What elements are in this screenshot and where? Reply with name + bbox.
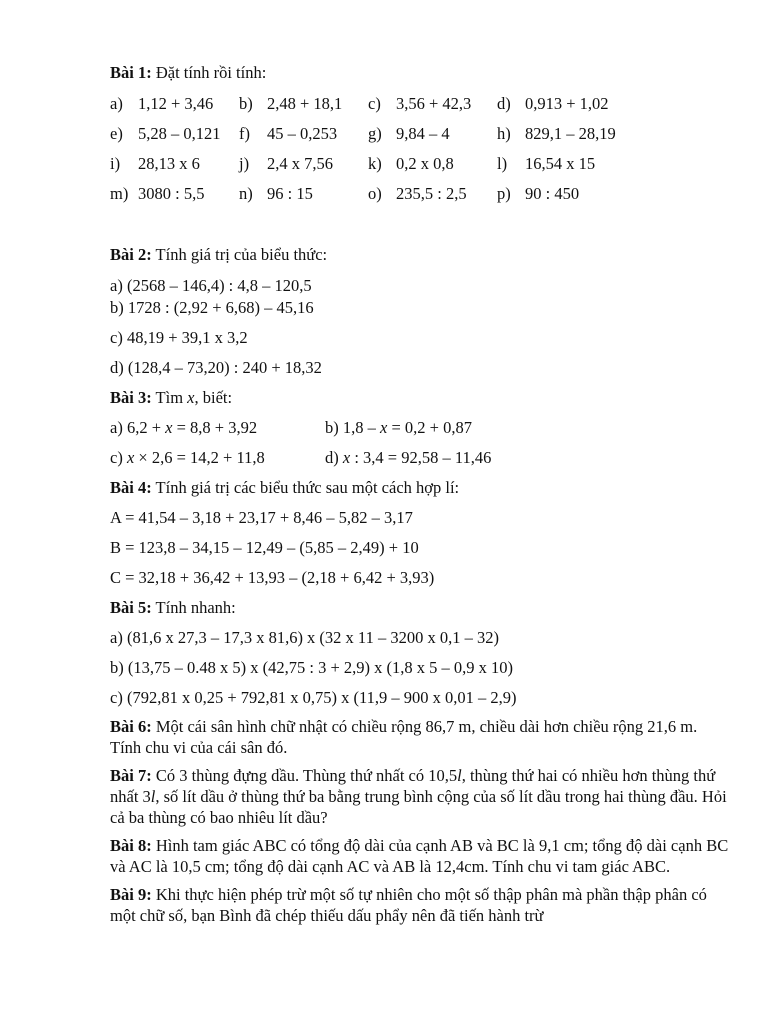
item-expression: 16,54 x 15: [525, 154, 596, 173]
bai1-text: Đặt tính rồi tính:: [151, 63, 267, 82]
bai1-item: [110, 124, 239, 144]
bai8-label: Bài 8:: [110, 836, 152, 855]
bai1-item: [368, 124, 497, 144]
item-label: i): [110, 154, 121, 173]
item-label: h): [497, 124, 511, 143]
bai3-item-c: [110, 447, 325, 469]
bai7-paragraph: [110, 765, 730, 828]
bai5-heading: [110, 597, 730, 619]
expr-part: b) 1,8 –: [325, 418, 380, 437]
bai1-item: [110, 94, 239, 114]
item-expression: 45 – 0,253: [267, 124, 338, 143]
bai1-item: [239, 124, 368, 144]
item-expression: 96 : 15: [267, 184, 313, 203]
bai1-item: [110, 154, 239, 174]
variable-x: x: [187, 388, 195, 407]
item-label: k): [368, 154, 382, 173]
bai9-label: Bài 9:: [110, 885, 152, 904]
bai5-item-b: b) (13,75 – 0.48 x 5) x (42,75 : 3 + 2,9) x (1,8 x 5 – 0,9 x 10): [110, 658, 513, 677]
bai5-item-a: a) (81,6 x 27,3 – 17,3 x 81,6) x (32 x 11 – 3200 x 0,1 – 32): [110, 628, 499, 647]
bai3-label: Bài 3:: [110, 388, 152, 407]
item-expression: 235,5 : 2,5: [396, 184, 467, 203]
unit-liter: l: [457, 766, 462, 785]
item-expression: 3,56 + 42,3: [396, 94, 472, 113]
item-label: g): [368, 124, 382, 143]
item-label: n): [239, 184, 253, 203]
expr-part: a) 6,2 +: [110, 418, 166, 437]
bai3-heading: [110, 387, 730, 409]
item-label: l): [497, 154, 508, 173]
bai3-text-after: , biết:: [194, 388, 233, 407]
expr-part: × 2,6 = 14,2 + 11,8: [134, 448, 265, 467]
bai7-label: Bài 7:: [110, 766, 152, 785]
bai5-text: Tính nhanh:: [151, 598, 236, 617]
item-expression: 829,1 – 28,19: [525, 124, 616, 143]
worksheet-page: [110, 62, 730, 926]
bai2-text: Tính giá trị của biểu thức:: [151, 245, 328, 264]
item-expression: 0,913 + 1,02: [525, 94, 609, 113]
bai8-paragraph: [110, 835, 730, 877]
bai1-item: [110, 184, 239, 204]
bai2-item-d: d) (128,4 – 73,20) : 240 + 18,32: [110, 358, 322, 377]
bai1-item: [497, 154, 626, 174]
item-expression: 2,48 + 18,1: [267, 94, 343, 113]
bai9-paragraph: [110, 884, 730, 926]
variable-x: x: [165, 418, 173, 437]
item-label: p): [497, 184, 511, 203]
item-expression: 0,2 x 0,8: [396, 154, 454, 173]
item-expression: 1,12 + 3,46: [138, 94, 214, 113]
bai2-item-a: a) (2568 – 146,4) : 4,8 – 120,5: [110, 276, 312, 295]
bai2-item-c: c) 48,19 + 39,1 x 3,2: [110, 328, 248, 347]
bai3-item-b: [325, 417, 472, 439]
bai9-text: Khi thực hiện phép trừ một số tự nhiên cho một số thập phân mà phần thập phân có một chữ số, bạn Bình đã chép thiếu dấu phẩy nên đã tiến hành trừ: [110, 885, 707, 925]
bai1-row: [110, 119, 730, 149]
bai3-text-before: Tìm: [151, 388, 188, 407]
variable-x: x: [126, 448, 135, 467]
item-label: o): [368, 184, 382, 203]
item-label: f): [239, 124, 250, 143]
expr-part: = 8,8 + 3,92: [172, 418, 258, 437]
bai1-item: [239, 94, 368, 114]
bai3-row-2: [110, 447, 730, 469]
unit-liter: l: [150, 787, 156, 806]
item-expression: 9,84 – 4: [396, 124, 450, 143]
item-label: a): [110, 94, 123, 113]
bai1-item: [368, 154, 497, 174]
variable-x: x: [380, 418, 388, 437]
item-label: m): [110, 184, 129, 203]
bai5-label: Bài 5:: [110, 598, 152, 617]
item-expression: 3080 : 5,5: [138, 184, 205, 203]
bai7-text-3: , số lít dầu ở thùng thứ ba bằng trung bình cộng của số lít dầu trong hai thùng đầu. Hỏi cả ba thùng có bao nhiêu lít dầu?: [110, 787, 727, 827]
expr-part: = 0,2 + 0,87: [387, 418, 472, 437]
bai2-label: Bài 2:: [110, 245, 152, 264]
expr-part: c): [110, 448, 127, 467]
item-label: b): [239, 94, 253, 113]
bai3-item-a: [110, 417, 325, 439]
item-label: c): [368, 94, 381, 113]
bai1-item: [368, 94, 497, 114]
item-label: e): [110, 124, 123, 143]
bai1-item: [497, 94, 626, 114]
bai1-item: [497, 124, 626, 144]
bai4-item-c: C = 32,18 + 36,42 + 13,93 – (2,18 + 6,42 + 3,93): [110, 568, 435, 587]
expr-part: d): [325, 448, 343, 467]
item-expression: 2,4 x 7,56: [267, 154, 333, 173]
bai8-text: Hình tam giác ABC có tổng độ dài của cạnh AB và BC là 9,1 cm; tổng độ dài cạnh BC và AC là 10,5 cm; tổng độ dài cạnh AC và AB là 12,4cm. Tính chu vi tam giác ABC.: [110, 836, 729, 876]
bai1-label: Bài 1:: [110, 63, 152, 82]
bai4-heading: [110, 477, 730, 499]
bai7-text-2: , thùng thứ hai có nhiều hơn thùng thứ nhất 3: [110, 766, 716, 806]
bai1-row: [110, 89, 730, 119]
bai3-row-1: [110, 417, 730, 439]
variable-x: x: [342, 448, 351, 467]
item-expression: 90 : 450: [525, 184, 580, 203]
bai5-item-c: c) (792,81 x 0,25 + 792,81 x 0,75) x (11,9 – 900 x 0,01 – 2,9): [110, 688, 517, 707]
bai4-item-b: B = 123,8 – 34,15 – 12,49 – (5,85 – 2,49) + 10: [110, 538, 419, 557]
bai1-item: [497, 184, 626, 204]
item-expression: 28,13 x 6: [138, 154, 200, 173]
bai7-text-1: Có 3 thùng đựng dầu. Thùng thứ nhất có 10,5: [151, 766, 458, 785]
bai1-row: [110, 149, 730, 179]
bai3-item-d: [325, 447, 491, 469]
bai1-item: [239, 184, 368, 204]
bai4-label: Bài 4:: [110, 478, 152, 497]
bai6-label: Bài 6:: [110, 717, 152, 736]
bai6-paragraph: [110, 716, 730, 758]
bai1-item: [368, 184, 497, 204]
item-expression: 5,28 – 0,121: [138, 124, 221, 143]
bai1-row: [110, 179, 730, 209]
bai2-item-b: b) 1728 : (2,92 + 6,68) – 45,16: [110, 298, 314, 317]
bai1-grid: [110, 89, 730, 209]
bai1-item: [239, 154, 368, 174]
item-label: d): [497, 94, 511, 113]
expr-part: : 3,4 = 92,58 – 11,46: [350, 448, 492, 467]
bai6-text: Một cái sân hình chữ nhật có chiều rộng 86,7 m, chiều dài hơn chiều rộng 21,6 m. Tính chu vi của cái sân đó.: [110, 717, 698, 757]
item-label: j): [239, 154, 250, 173]
bai1-heading: [110, 62, 730, 84]
bai4-text: Tính giá trị các biểu thức sau một cách hợp lí:: [151, 478, 460, 497]
bai2-heading: [110, 244, 730, 266]
bai4-item-a: A = 41,54 – 3,18 + 23,17 + 8,46 – 5,82 – 3,17: [110, 508, 413, 527]
